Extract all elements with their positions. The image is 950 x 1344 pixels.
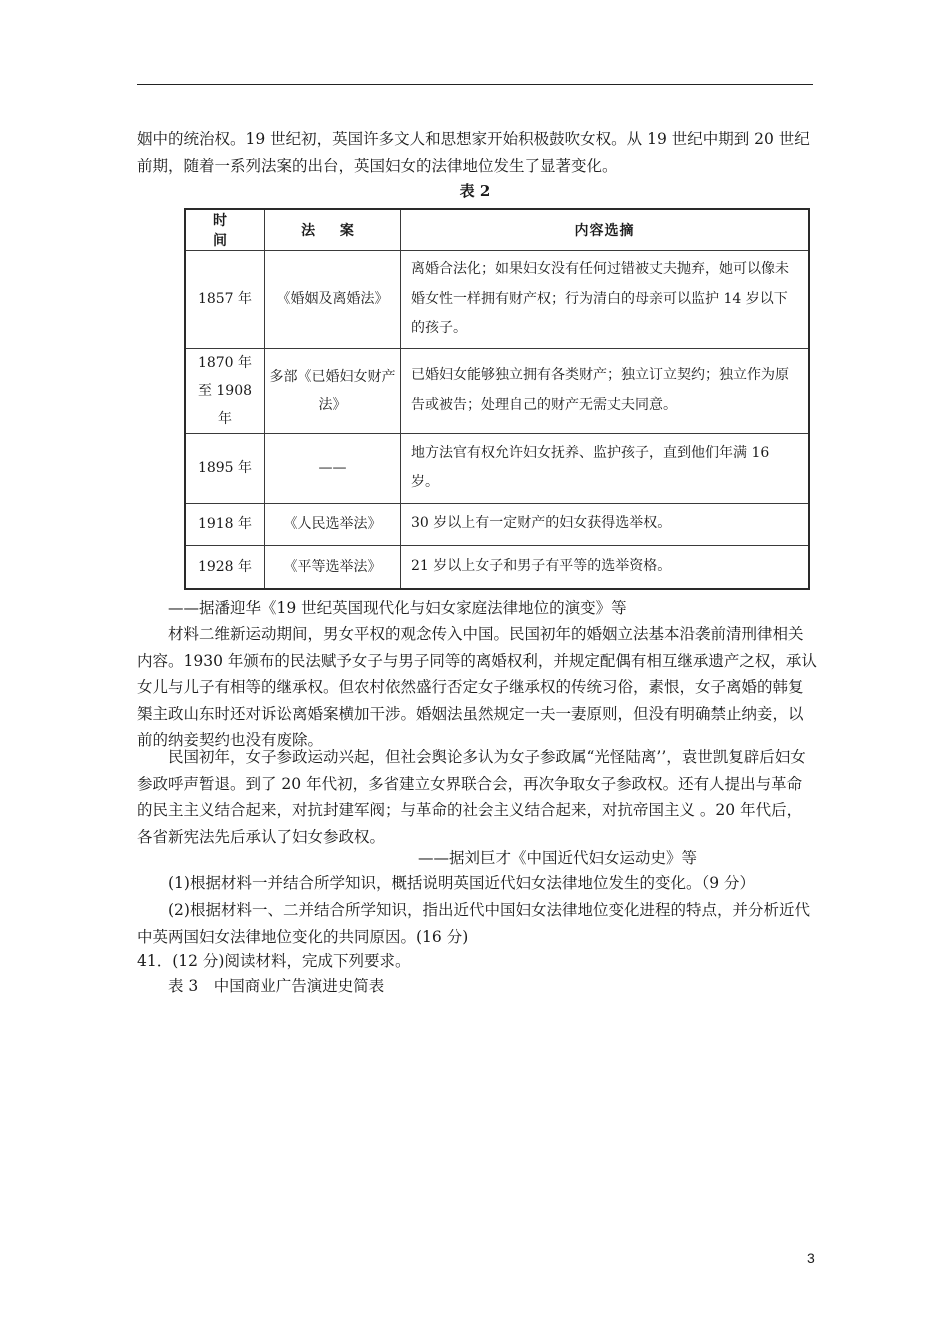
row-time: 1928 年 [185, 545, 265, 589]
row-time: 1918 年 [185, 503, 265, 545]
row-content: 30 岁以上有一定财产的妇女获得选举权。 [401, 503, 810, 545]
row-law: 《婚姻及离婚法》 [265, 251, 401, 349]
table-row [185, 545, 809, 589]
header-rule [137, 84, 813, 85]
header-time: 时 间 [185, 209, 265, 251]
header-law: 法 案 [265, 209, 401, 251]
row-law: 《平等选举法》 [265, 545, 401, 589]
source1-citation: ——据潘迎华《19 世纪英国现代化与妇女家庭法律地位的演变》等 [168, 599, 627, 617]
row-content: 21 岁以上女子和男子有平等的选举资格。 [401, 545, 810, 589]
row-law: —— [265, 433, 401, 503]
intro-paragraph: 姻中的统治权。19 世纪初，英国许多文人和思想家开始积极鼓吹女权。从 19 世纪中期到 20 世纪前期，随着一系列法案的出台，英国妇女的法律地位发生了显著变化。 [137, 130, 810, 175]
material2-paragraph-1: 材料二维新运动期间，男女平权的观念传入中国。民国初年的婚姻立法基本沿袭前清刑律相关内容。1930 年颁布的民法赋予女子与男子同等的离婚权利，并规定配偶有相互继承遗产之权，承认女儿与儿子有相等的继承权。但农村依然盛行否定女子继承权的传统习俗，素恨，女子离婚的韩复榘主政山东时还对诉讼离婚案横加干涉。婚姻法虽然规定一夫一妻原则，但没有明确禁止纳妾，以前的纳妾契约也没有废除。 [137, 625, 817, 749]
table-header-row [185, 209, 809, 251]
row-content: 已婚妇女能够独立拥有各类财产；独立订立契约；独立作为原告或被告；处理自己的财产无需丈夫同意。 [401, 348, 810, 433]
row-law: 《人民选举法》 [265, 503, 401, 545]
row-content: 地方法官有权允许妇女抚养、监护孩子，直到他们年满 16 岁。 [401, 433, 810, 503]
row-time: 1870 年至 1908 年 [185, 348, 265, 433]
table-row [185, 503, 809, 545]
question-1: (1)根据材料一并结合所学知识，概括说明英国近代妇女法律地位发生的变化。（9 分） [168, 874, 755, 892]
material2-paragraph-2: 民国初年，女子参政运动兴起，但社会舆论多认为女子参政属“光怪陆离’’，袁世凯复辟后妇女参政呼声暂退。到了 20 年代初，多省建立女界联合会，再次争取女子参政权。还有人提出与革命的民主主义结合起来，对抗封建军阀；与革命的社会主义结合起来，对抗帝国主义 。20 年代后，各省新宪法先后承认了妇女参政权。 [137, 748, 806, 846]
row-content: 离婚合法化；如果妇女没有任何过错被丈夫抛弃，她可以像未婚女性一样拥有财产权；行为清白的母亲可以监护 14 岁以下的孩子。 [401, 251, 810, 349]
table-row [185, 433, 809, 503]
table2 [184, 208, 810, 590]
header-content: 内容选摘 [401, 209, 810, 251]
row-law: 多部《已婚妇女财产法》 [265, 348, 401, 433]
source2-citation: ——据刘巨才《中国近代妇女运动史》等 [417, 849, 697, 867]
table-row [185, 251, 809, 349]
table2-caption: 表 2 [459, 182, 491, 200]
table-row [185, 348, 809, 433]
row-time: 1895 年 [185, 433, 265, 503]
row-time: 1857 年 [185, 251, 265, 349]
page-number: 3 [807, 1250, 815, 1266]
question-2: (2)根据材料一、二并结合所学知识，指出近代中国妇女法律地位变化进程的特点，并分析近代中英两国妇女法律地位变化的共同原因。(16 分) [137, 901, 810, 946]
table3-caption: 表 3 中国商业广告演进史简表 [168, 977, 385, 995]
question-41: 41．(12 分)阅读材料，完成下列要求。 [137, 952, 411, 970]
